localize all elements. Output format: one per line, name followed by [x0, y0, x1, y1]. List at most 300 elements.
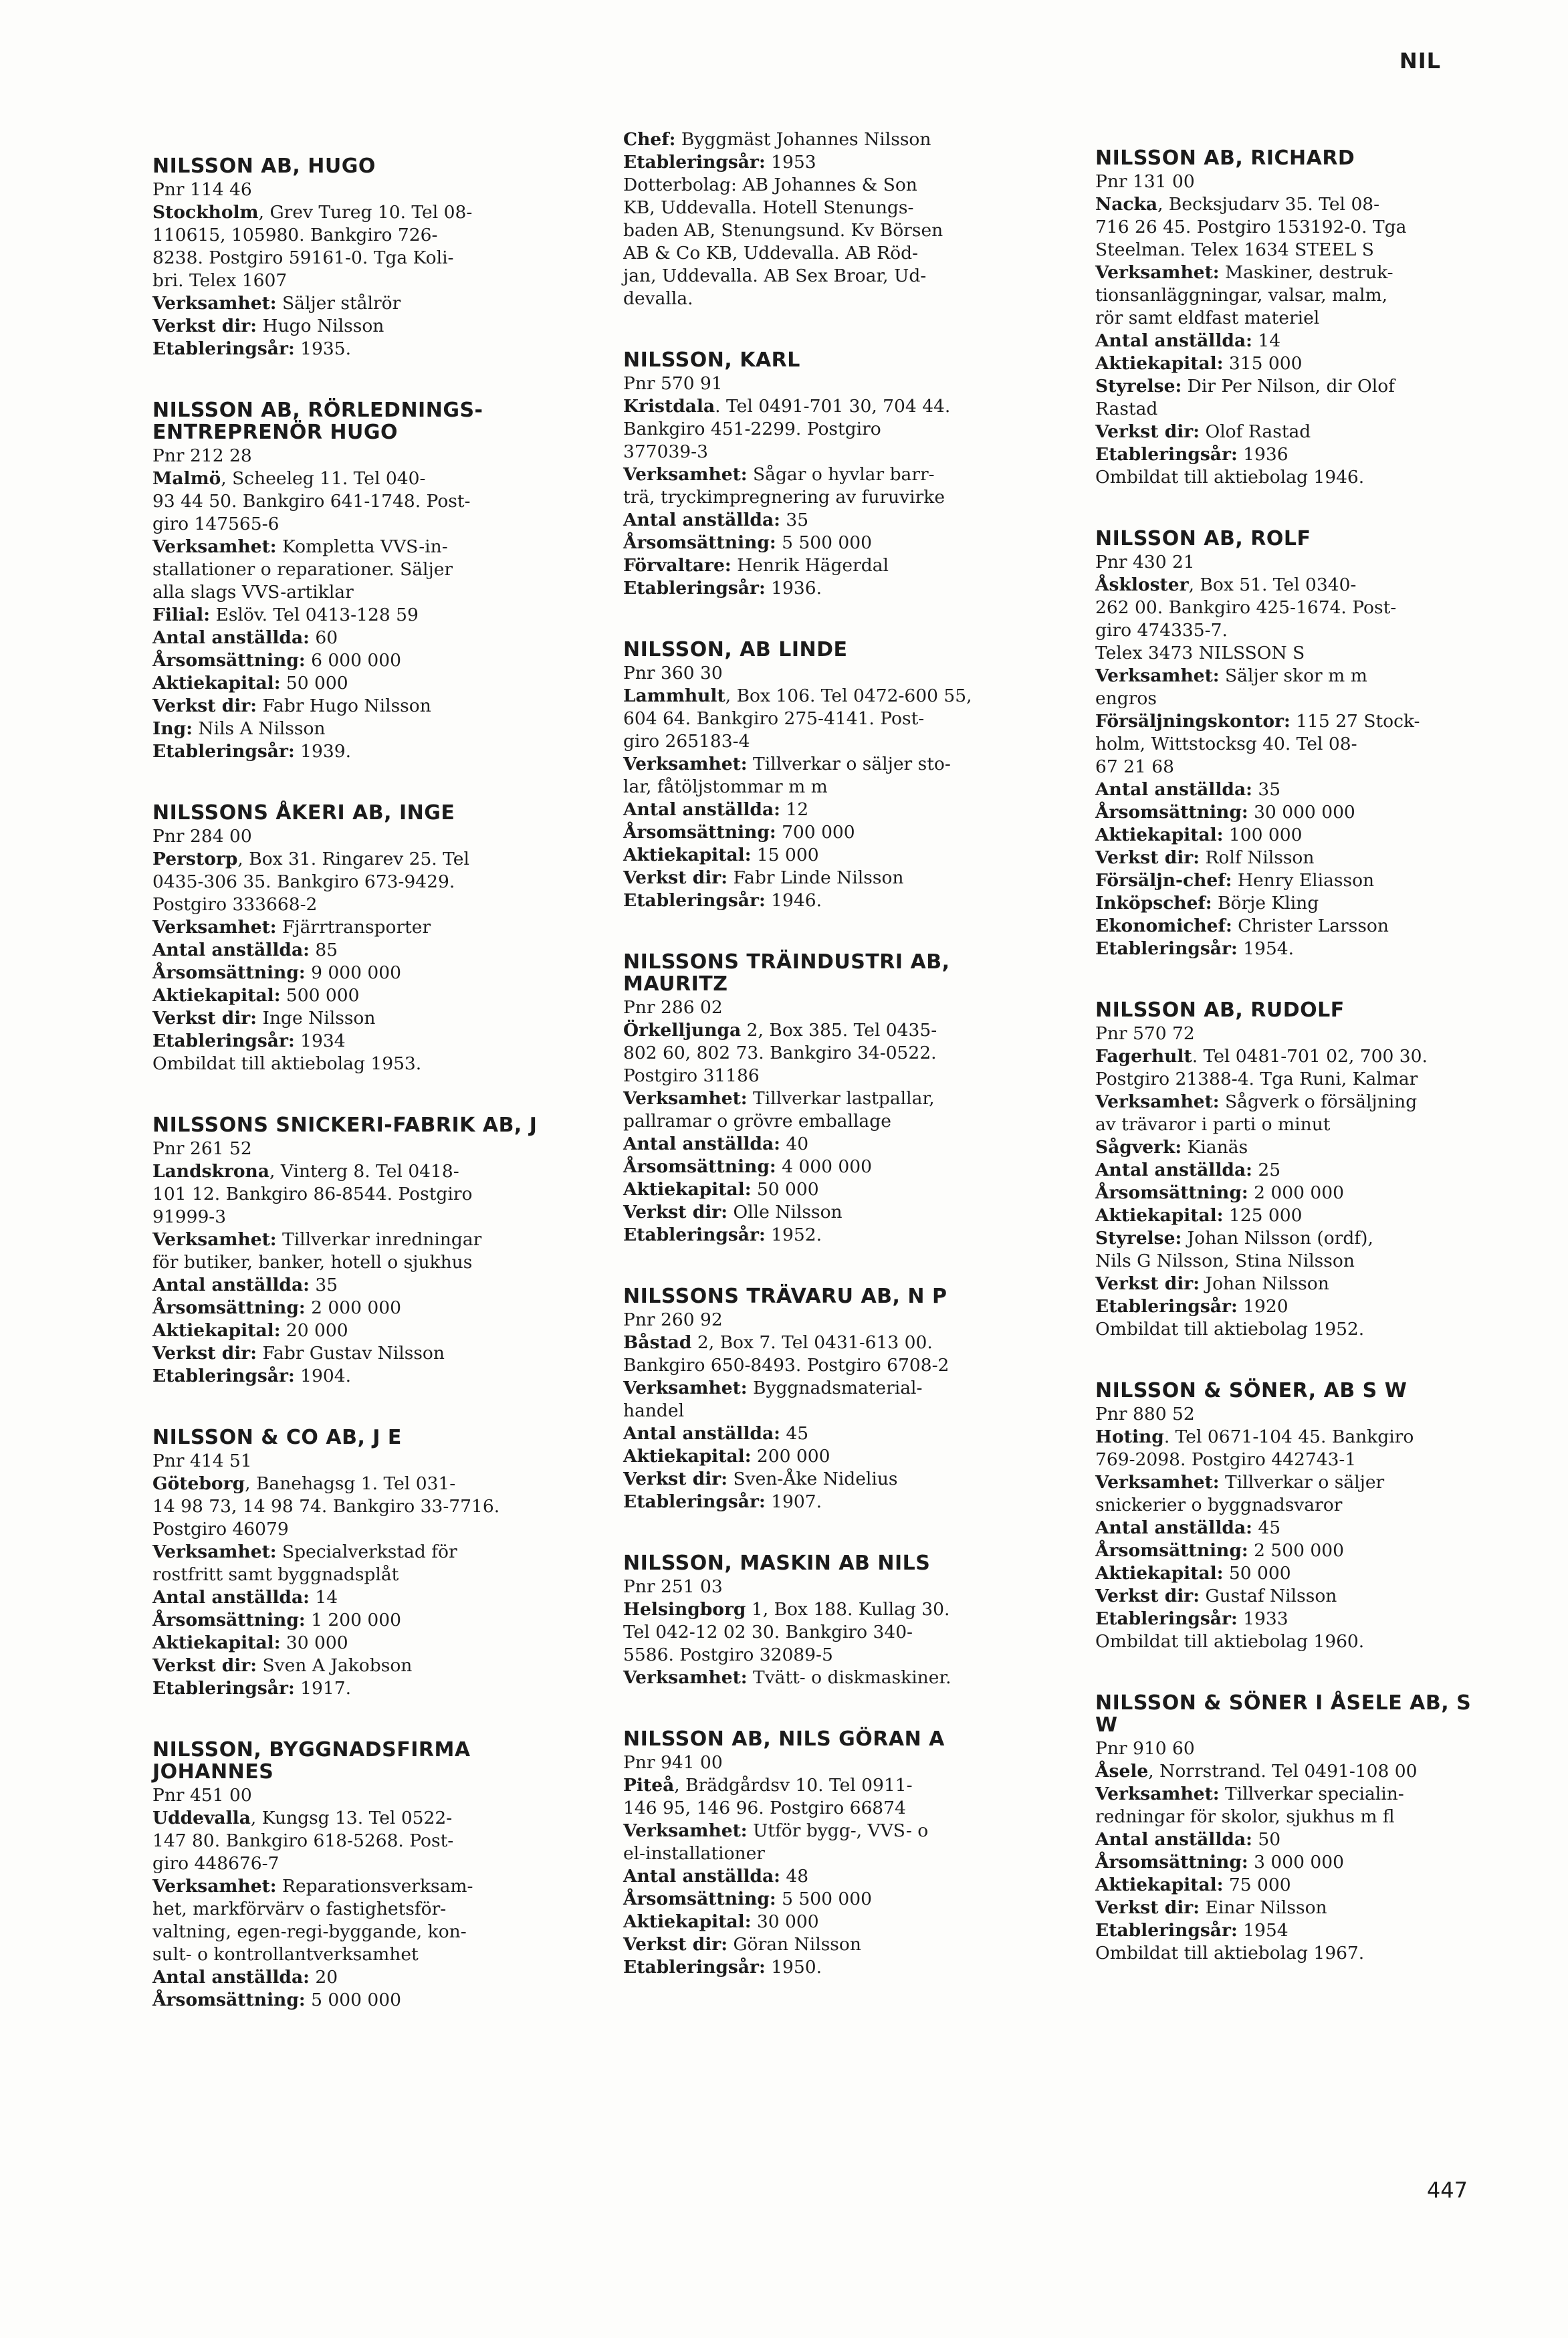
company-entry	[152, 802, 567, 1075]
field-value: Göran Nilsson	[727, 1934, 861, 1955]
field-value: 50 000	[1223, 1563, 1291, 1584]
entry-line	[152, 1989, 567, 2012]
field-label: Verkst dir:	[623, 1934, 728, 1955]
field-label: Antal anställda:	[1095, 330, 1252, 351]
field-value: Johan Nilsson (ordf),	[1182, 1228, 1373, 1249]
entry-line	[623, 1576, 1038, 1598]
field-label: Årsomsättning:	[152, 650, 306, 671]
field-value: bri. Telex 1607	[152, 270, 288, 291]
field-label: Etableringsår:	[623, 1491, 766, 1512]
company-entry	[623, 1285, 1038, 1513]
field-value: Steelman. Telex 1634 STEEL S	[1095, 239, 1374, 260]
field-value: 85	[309, 940, 338, 960]
entry-line	[623, 242, 1038, 265]
field-value: 45	[1252, 1517, 1281, 1538]
entry-line	[623, 1820, 1038, 1842]
entry-line	[623, 776, 1038, 799]
entry-line	[1095, 1403, 1496, 1426]
entry-line	[623, 1751, 1038, 1774]
entry-line	[1095, 1517, 1496, 1539]
field-label: Årsomsättning:	[623, 1889, 776, 1909]
entry-line	[1095, 619, 1496, 642]
field-value: , Kungsg 13. Tel 0522-	[250, 1808, 453, 1828]
entry-line	[1095, 756, 1496, 778]
field-value: Rolf Nilsson	[1200, 847, 1315, 868]
field-value: 9 000 000	[305, 962, 401, 983]
field-value: pallramar o grövre emballage	[623, 1111, 891, 1132]
field-label: Verkst dir:	[1095, 1273, 1200, 1294]
field-label: Aktiekapital:	[623, 845, 752, 865]
field-value: 1917.	[294, 1678, 352, 1699]
field-label: Antal anställda:	[623, 799, 780, 820]
entry-line	[1095, 1630, 1496, 1653]
field-label: Årsomsättning:	[1095, 1540, 1248, 1561]
field-label: Antal anställda:	[1095, 1517, 1252, 1538]
field-value: 15 000	[751, 845, 819, 865]
field-value: 35	[309, 1275, 338, 1295]
field-value: Pnr 212 28	[152, 445, 252, 466]
field-value: Ombildat till aktiebolag 1953.	[152, 1053, 422, 1074]
field-value: Pnr 284 00	[152, 826, 252, 847]
field-label: Sågverk:	[1095, 1137, 1182, 1158]
field-label: Aktiekapital:	[152, 985, 281, 1006]
field-value: 147 80. Bankgiro 618-5268. Post-	[152, 1830, 454, 1851]
field-label: Aktiekapital:	[1095, 825, 1224, 845]
field-value: Sågar o hyvlar barr-	[747, 464, 935, 485]
field-label: Årsomsättning:	[623, 532, 776, 553]
entry-line	[623, 1888, 1038, 1911]
entry-line	[623, 996, 1038, 1019]
entry-line	[152, 292, 567, 315]
company-entry	[152, 1426, 567, 1700]
entry-line	[152, 825, 567, 848]
entry-line	[152, 1784, 567, 1807]
field-label: Antal anställda:	[623, 1423, 780, 1444]
field-value: Sven-Åke Nidelius	[727, 1469, 898, 1489]
field-value: Ombildat till aktiebolag 1952.	[1095, 1319, 1365, 1340]
field-value: . Tel 0491-701 30, 704 44.	[715, 396, 951, 417]
entry-line	[623, 128, 1038, 151]
field-value: 769-2098. Postgiro 442743-1	[1095, 1449, 1357, 1470]
field-value: Ombildat till aktiebolag 1946.	[1095, 467, 1365, 488]
field-value: 2 500 000	[1248, 1540, 1344, 1561]
entry-line	[152, 962, 567, 984]
field-value: 20 000	[280, 1320, 348, 1341]
field-value: 60	[309, 627, 338, 648]
field-value: Fabr Linde Nilsson	[727, 867, 904, 888]
company-name: NILSSON, MASKIN AB NILS	[623, 1552, 931, 1575]
entry-line	[623, 373, 1038, 395]
entry-line	[1095, 847, 1496, 869]
field-value: 1953	[765, 152, 816, 173]
field-value: , Norrstrand. Tel 0491-108 00	[1148, 1761, 1418, 1782]
field-value: 50	[1252, 1829, 1281, 1850]
field-label: Etableringsår:	[1095, 1296, 1238, 1317]
entry-line	[1095, 687, 1496, 710]
entry-line	[1095, 1608, 1496, 1630]
field-value: Tillverkar o säljer	[1219, 1472, 1385, 1493]
entry-line	[623, 1468, 1038, 1491]
company-entry	[623, 1552, 1038, 1689]
field-value: Nils A Nilsson	[192, 718, 326, 739]
entry-line	[1095, 1068, 1496, 1091]
field-label: Verkst dir:	[623, 1202, 728, 1223]
entry-line	[152, 1677, 567, 1700]
entry-line	[623, 1774, 1038, 1797]
field-value: 1904.	[294, 1366, 352, 1386]
field-label: Styrelse:	[1095, 1228, 1182, 1249]
field-value: 1 200 000	[305, 1610, 401, 1630]
entry-line	[152, 1586, 567, 1609]
entry-line	[152, 649, 567, 672]
field-label: Etableringsår:	[623, 1957, 766, 1978]
field-value: trä, tryckimpregnering av furuvirke	[623, 487, 945, 508]
entry-line	[1095, 824, 1496, 847]
entry-line	[1095, 284, 1496, 307]
entry-line	[1095, 1182, 1496, 1204]
entry-line	[623, 174, 1038, 197]
field-label: Landskrona	[152, 1161, 269, 1182]
entry-line	[152, 1943, 567, 1966]
field-label: Åskloster	[1095, 574, 1189, 595]
entry-line	[623, 662, 1038, 685]
entry-line	[152, 1495, 567, 1518]
field-value: , Box 51. Tel 0340-	[1188, 574, 1357, 595]
entry-line	[623, 532, 1038, 554]
company-entry	[152, 155, 567, 360]
entry-line	[1095, 1250, 1496, 1273]
field-value: Pnr 360 30	[623, 663, 723, 683]
field-value: Kianäs	[1182, 1137, 1248, 1158]
entry-line	[623, 1332, 1038, 1354]
entry-line	[152, 1921, 567, 1943]
field-label: Verksamhet:	[1095, 1472, 1220, 1493]
field-value: Specialverkstad för	[276, 1542, 457, 1562]
field-value: . Tel 0481-701 02, 700 30.	[1192, 1046, 1428, 1067]
field-value: Christer Larsson	[1232, 916, 1389, 936]
field-label: Antal anställda:	[152, 627, 310, 648]
column-1	[152, 155, 567, 2050]
field-label: Etableringsår:	[152, 1678, 295, 1699]
company-entry	[623, 639, 1038, 912]
field-label: Antal anställda:	[1095, 1829, 1252, 1850]
entry-line	[1095, 665, 1496, 687]
entry-line	[1095, 1851, 1496, 1874]
field-value: Fjärrtransporter	[276, 917, 431, 938]
field-value: 93 44 50. Bankgiro 641-1748. Post-	[152, 491, 471, 512]
company-entry	[1095, 1692, 1496, 1965]
entry-line	[1095, 398, 1496, 421]
field-value: 91999-3	[152, 1206, 227, 1227]
field-value: Sågverk o försäljning	[1219, 1091, 1418, 1112]
entry-line	[623, 1644, 1038, 1667]
field-label: Göteborg	[152, 1473, 245, 1494]
field-label: Malmö	[152, 468, 221, 489]
field-label: Aktiekapital:	[623, 1179, 752, 1200]
field-value: Tillverkar specialin-	[1219, 1784, 1404, 1804]
field-value: , Box 106. Tel 0472-600 55,	[725, 685, 972, 706]
field-label: Etableringsår:	[1095, 1608, 1238, 1629]
entry-line	[623, 730, 1038, 753]
field-value: 604 64. Bankgiro 275-4141. Post-	[623, 708, 925, 729]
field-label: Verkst dir:	[1095, 1897, 1200, 1918]
field-value: Tillverkar o säljer sto-	[747, 754, 951, 774]
entry-line	[1095, 421, 1496, 443]
field-value: 1954.	[1237, 938, 1295, 959]
entry-line	[1095, 375, 1496, 398]
field-value: Tel 042-12 02 30. Bankgiro 340-	[623, 1622, 913, 1642]
entry-line	[1095, 1760, 1496, 1783]
company-name: NILSSON, KARL	[623, 348, 800, 372]
field-value: 2 000 000	[1248, 1182, 1344, 1203]
entry-line	[152, 1229, 567, 1251]
entry-line	[1095, 1449, 1496, 1471]
field-value: 716 26 45. Postgiro 153192-0. Tga	[1095, 217, 1407, 237]
field-label: Verksamhet:	[1095, 1091, 1220, 1112]
entry-line	[152, 1007, 567, 1030]
field-value: alla slags VVS-artiklar	[152, 582, 354, 603]
field-value: 1933	[1237, 1608, 1289, 1629]
field-label: Förvaltare:	[623, 555, 732, 576]
field-value: 1, Box 188. Kullag 30.	[746, 1599, 950, 1620]
field-label: Etableringsår:	[152, 1031, 295, 1051]
entry-line	[1095, 1942, 1496, 1965]
field-value: redningar för skolor, sjukhus m fl	[1095, 1806, 1395, 1827]
field-value: av trävaror i parti o minut	[1095, 1114, 1331, 1135]
field-value: 67 21 68	[1095, 756, 1175, 777]
field-value: Fabr Gustav Nilsson	[257, 1343, 445, 1364]
company-name: NILSSONS TRÄINDUSTRI AB, MAURITZ	[623, 950, 950, 996]
field-label: Verkst dir:	[152, 1343, 257, 1364]
company-name: NILSSON, AB LINDE	[623, 638, 848, 661]
field-label: Etableringsår:	[623, 152, 766, 173]
field-label: Årsomsättning:	[152, 962, 306, 983]
field-label: Aktiekapital:	[152, 1632, 281, 1653]
field-label: Antal anställda:	[152, 1967, 310, 1988]
field-value: 1936	[1237, 444, 1289, 465]
field-value: holm, Wittstocksg 40. Tel 08-	[1095, 734, 1357, 754]
entry-line	[1095, 239, 1496, 261]
field-value: jan, Uddevalla. AB Sex Broar, Ud-	[623, 265, 927, 286]
field-label: Verksamhet:	[623, 1667, 748, 1688]
field-value: Byggmäst Johannes Nilsson	[675, 129, 931, 150]
field-value: Henry Eliasson	[1232, 870, 1375, 891]
entry-line	[152, 467, 567, 490]
entry-line	[152, 338, 567, 360]
company-name: NILSSONS ÅKERI AB, INGE	[152, 801, 455, 825]
entry-line	[1095, 710, 1496, 733]
field-value: 1934	[294, 1031, 346, 1051]
entry-line	[1095, 1318, 1496, 1341]
entry-line	[1095, 1045, 1496, 1068]
field-value: Fabr Hugo Nilsson	[257, 696, 431, 716]
field-value: 75 000	[1223, 1875, 1291, 1895]
field-value: Pnr 880 52	[1095, 1404, 1195, 1424]
entry-line	[623, 1400, 1038, 1422]
entry-line	[623, 708, 1038, 730]
field-value: Hugo Nilsson	[257, 316, 384, 336]
entry-line	[152, 939, 567, 962]
company-name: NILSSON & SÖNER I ÅSELE AB, S W	[1095, 1691, 1472, 1737]
field-label: Verkst dir:	[1095, 847, 1200, 868]
entry-line	[1095, 1426, 1496, 1449]
field-label: Verksamhet:	[152, 293, 277, 314]
entry-line	[623, 1445, 1038, 1468]
entry-line	[152, 1875, 567, 1898]
entry-line	[623, 1865, 1038, 1888]
company-name: NILSSON AB, HUGO	[152, 154, 376, 178]
field-value: Pnr 131 00	[1095, 171, 1195, 192]
field-value: Sven A Jakobson	[257, 1655, 413, 1676]
field-value: 1954	[1237, 1920, 1289, 1941]
entry-line	[623, 685, 1038, 708]
entry-line	[152, 718, 567, 740]
field-value: 5586. Postgiro 32089-5	[623, 1644, 833, 1665]
field-label: Etableringsår:	[1095, 1920, 1238, 1941]
field-value: Kompletta VVS-in-	[276, 536, 448, 557]
field-label: Nacka	[1095, 194, 1158, 215]
field-value: Pnr 286 02	[623, 997, 723, 1018]
field-value: Pnr 941 00	[623, 1752, 723, 1773]
field-label: Verkst dir:	[1095, 421, 1200, 442]
entry-line	[623, 1201, 1038, 1224]
company-name: NILSSON & SÖNER, AB S W	[1095, 1379, 1408, 1402]
entry-line	[623, 753, 1038, 776]
company-name: NILSSON & CO AB, J E	[152, 1426, 402, 1449]
field-value: el-installationer	[623, 1843, 765, 1864]
field-value: 45	[780, 1423, 809, 1444]
entry-line	[1095, 1091, 1496, 1113]
field-label: Etableringsår:	[152, 1366, 295, 1386]
entry-line	[152, 984, 567, 1007]
entry-line	[623, 1133, 1038, 1156]
field-label: Verkst dir:	[152, 316, 257, 336]
field-value: , Grev Tureg 10. Tel 08-	[258, 202, 473, 223]
company-entry	[623, 128, 1038, 310]
field-value: 35	[780, 510, 809, 530]
field-value: Olle Nilsson	[727, 1202, 843, 1223]
entry-line	[623, 486, 1038, 509]
entry-line	[623, 554, 1038, 577]
entry-line	[623, 265, 1038, 288]
field-value: snickerier o byggnadsvaror	[1095, 1495, 1343, 1515]
entry-line	[1095, 1204, 1496, 1227]
entry-line	[623, 1422, 1038, 1445]
field-value: 14	[1252, 330, 1281, 351]
entry-line	[152, 1365, 567, 1388]
field-value: 700 000	[776, 822, 855, 843]
field-label: Aktiekapital:	[152, 673, 281, 694]
entry-line	[152, 1183, 567, 1206]
entry-line	[1095, 1783, 1496, 1806]
field-value: 377039-3	[623, 441, 708, 462]
entry-line	[623, 418, 1038, 441]
field-label: Årsomsättning:	[1095, 802, 1248, 823]
field-value: , Banehagsg 1. Tel 031-	[245, 1473, 456, 1494]
field-label: Aktiekapital:	[623, 1911, 752, 1932]
entry-line	[152, 740, 567, 763]
field-label: Uddevalla	[152, 1808, 251, 1828]
field-value: 0435-306 35. Bankgiro 673-9429.	[152, 871, 455, 892]
field-value: 2 000 000	[305, 1297, 401, 1318]
field-value: 5 500 000	[776, 532, 872, 553]
field-value: 200 000	[751, 1446, 830, 1467]
field-value: valtning, egen-regi-byggande, kon-	[152, 1921, 467, 1942]
entry-line	[1095, 330, 1496, 352]
field-label: Årsomsättning:	[1095, 1182, 1248, 1203]
entry-line	[623, 799, 1038, 821]
field-label: Antal anställda:	[152, 1275, 310, 1295]
field-label: Etableringsår:	[623, 890, 766, 911]
field-value: Pnr 910 60	[1095, 1738, 1195, 1759]
field-label: Antal anställda:	[1095, 1160, 1252, 1180]
entry-line	[152, 695, 567, 718]
field-label: Antal anställda:	[623, 1866, 780, 1887]
field-label: Antal anställda:	[1095, 779, 1252, 800]
entry-line	[152, 1319, 567, 1342]
entry-line	[623, 197, 1038, 219]
field-value: Utför bygg-, VVS- o	[747, 1820, 929, 1841]
field-value: 1939.	[294, 741, 352, 762]
field-value: 14 98 73, 14 98 74. Bankgiro 33-7716.	[152, 1496, 500, 1517]
field-label: Filial:	[152, 605, 211, 625]
entry-line	[623, 463, 1038, 486]
field-value: Pnr 451 00	[152, 1785, 252, 1806]
field-value: Rastad	[1095, 399, 1158, 419]
company-name: NILSSON AB, RUDOLF	[1095, 998, 1345, 1022]
entry-line	[152, 893, 567, 916]
field-label: Årsomsättning:	[152, 1297, 306, 1318]
field-value: 40	[780, 1134, 809, 1154]
entry-line	[1095, 1295, 1496, 1318]
field-label: Verksamhet:	[1095, 262, 1220, 283]
entry-line	[1095, 1562, 1496, 1585]
entry-line	[1095, 778, 1496, 801]
entry-line	[623, 1224, 1038, 1247]
field-value: handel	[623, 1400, 685, 1421]
entry-line	[152, 490, 567, 513]
entry-line	[623, 1178, 1038, 1201]
entry-line	[623, 1598, 1038, 1621]
field-value: Olof Rastad	[1200, 421, 1311, 442]
field-label: Ing:	[152, 718, 193, 739]
field-value: Säljer stålrör	[276, 293, 401, 314]
entry-line	[152, 558, 567, 581]
field-value: giro 265183-4	[623, 731, 750, 752]
field-value: 1907.	[765, 1491, 822, 1512]
entry-line	[623, 844, 1038, 867]
entry-line	[1095, 915, 1496, 938]
entry-line	[1095, 869, 1496, 892]
field-value: Dir Per Nilson, dir Olof	[1182, 376, 1395, 397]
entry-line	[623, 867, 1038, 889]
field-label: Verksamhet:	[623, 754, 748, 774]
field-value: Postgiro 46079	[152, 1519, 289, 1539]
field-label: Aktiekapital:	[152, 1320, 281, 1341]
entry-line	[1095, 574, 1496, 597]
field-value: Pnr 570 72	[1095, 1023, 1195, 1044]
field-value: Ombildat till aktiebolag 1967.	[1095, 1943, 1365, 1963]
field-value: 315 000	[1223, 353, 1303, 374]
entry-line	[152, 916, 567, 939]
field-value: Eslöv. Tel 0413-128 59	[210, 605, 419, 625]
field-label: Fagerhult	[1095, 1046, 1192, 1067]
field-value: 125 000	[1223, 1205, 1303, 1226]
field-value: Postgiro 21388-4. Tga Runi, Kalmar	[1095, 1069, 1418, 1089]
entry-line	[1095, 307, 1496, 330]
entry-line	[1095, 193, 1496, 216]
field-value: Pnr 251 03	[623, 1576, 723, 1597]
